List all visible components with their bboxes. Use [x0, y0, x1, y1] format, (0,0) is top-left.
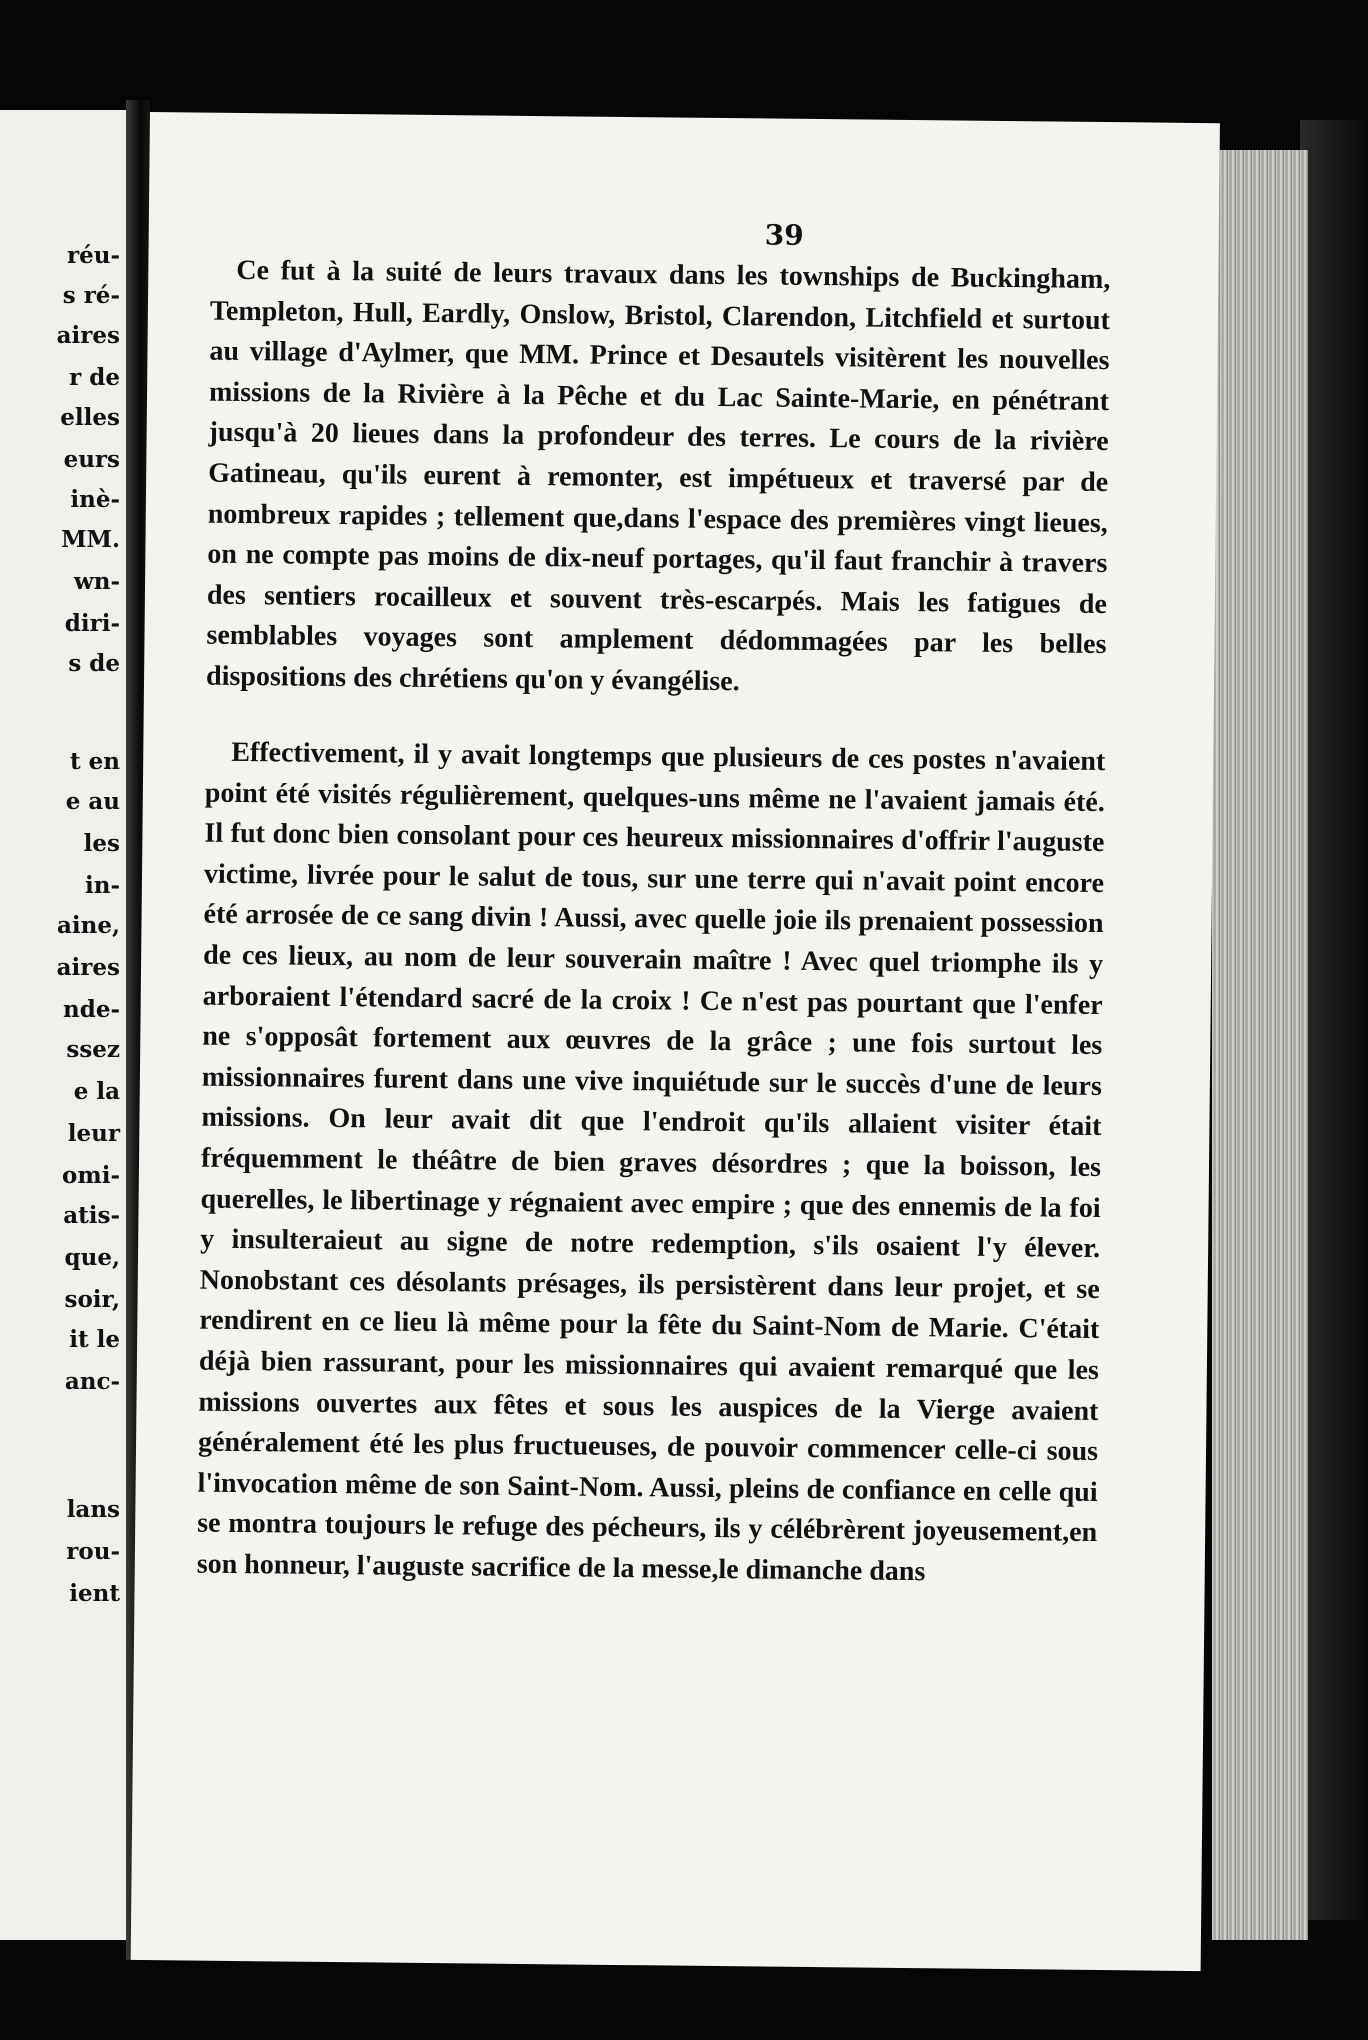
left-line: soir, [64, 1286, 120, 1313]
left-line: omi- [62, 1162, 120, 1189]
left-line: que, [64, 1244, 120, 1271]
left-line: it le [69, 1326, 120, 1353]
left-line: rou- [66, 1538, 120, 1565]
right-page [131, 112, 1220, 1971]
left-line: anc- [64, 1368, 120, 1395]
left-line: aires [56, 954, 120, 981]
left-line: ssez [66, 1036, 120, 1063]
book-cover-edge [1300, 120, 1368, 1920]
left-line: inè- [70, 486, 120, 513]
left-line: elles [60, 404, 120, 431]
left-line: lans [66, 1496, 120, 1523]
left-line: MM. [61, 526, 120, 553]
paragraph-2: Effectivement, il y avait longtemps que plusieurs de ces postes n'avaient point été visités régulièrement, quelques-uns même ne l'avaient jamais été. Il fut donc bien consolant pour ces heureux missionnaires d'offrir l'auguste victime, livrée pour le salut de tous, sur une terre qui n'avait point encore été arrosée de ce sang divin ! Aussi, avec quelle joie ils prenaient possession de ces lieux, au nom de leur souverain maître ! Avec quel triomphe ils y arboraient l'étendard sacré de la croix ! Ce n'est pas pourtant que l'enfer ne s'opposât fortement aux œuvres de la grâce ; une fois surtout les missionnaires furent dans une vive inquiétude sur le succès d'une de leurs missions. On leur avait dit que l'endroit qu'ils allaient visiter était fréquemment le théâtre de bien graves désordres ; que la boisson, les querelles, le libertinage y régnaient avec empire ; que des ennemis de la foi y insulteraieut au signe de notre redemption, s'ils osaient l'y élever. Nonobstant ces désolants présages, ils persistèrent dans leur projet, et se rendirent en ce lieu là même pour la fête du Saint-Nom de Marie. C'était déjà bien rassurant, pour les missionnaires qui avaient remarqué que les missions ouvertes aux fêtes et sous les auspices de la Vierge avaient généralement été les plus fructueuses, de pouvoir commencer celle-ci sous l'invocation même de son Saint-Nom. Aussi, pleins de confiance en celle qui se montra toujours le refuge des pécheurs, ils y célébrèrent joyeusement,en son honneur, l'auguste sacrifice de la messe,le dimanche dans [196, 736, 1106, 1588]
left-line: eurs [63, 446, 120, 473]
left-line: nde- [63, 996, 120, 1023]
left-line: diri- [64, 610, 120, 637]
left-line: e au [65, 788, 120, 815]
left-line: aires [56, 322, 120, 349]
left-line: in- [84, 872, 120, 899]
page-stack-edge [1212, 150, 1308, 1940]
left-line: s ré- [62, 282, 120, 309]
left-line: réu- [66, 242, 120, 269]
paragraph-1: Ce fut à la suité de leurs travaux dans les townships de Buckingham, Templeton, Hull, Eardly, Onslow, Bristol, Clarendon, Litchfield et surtout au village d'Aylmer, que MM. Prince et Desautels visitèrent les nouvelles missions de la Rivière à la Pêche et du Lac Sainte-Marie, en pénétrant jusqu'à 20 lieues dans la profondeur des terres. Le cours de la rivière Gatineau, qu'ils eurent à remonter, est impétueux et traversé par de nombreux rapides ; tellement que,dans l'espace des premières vingt lieues, on ne compte pas moins de dix-neuf portages, qu'il faut franchir à travers des sentiers rocailleux et souvent très-escarpés. Mais les fatigues de semblables voyages sont amplement dédommagées par les belles dispositions des chrétiens qu'on y évangélise. [205, 254, 1111, 698]
left-line: atis- [63, 1202, 120, 1229]
left-line: wn- [73, 568, 120, 595]
left-line: les [83, 830, 120, 857]
page-number: 39 [764, 218, 804, 252]
left-line: s de [68, 650, 120, 677]
left-line: t en [70, 748, 120, 775]
left-facing-page [0, 110, 128, 1940]
left-line: e la [73, 1078, 120, 1105]
left-line: aine, [56, 912, 120, 939]
left-line: leur [67, 1120, 120, 1147]
left-line: r de [69, 364, 120, 391]
left-line: ient [69, 1580, 120, 1607]
